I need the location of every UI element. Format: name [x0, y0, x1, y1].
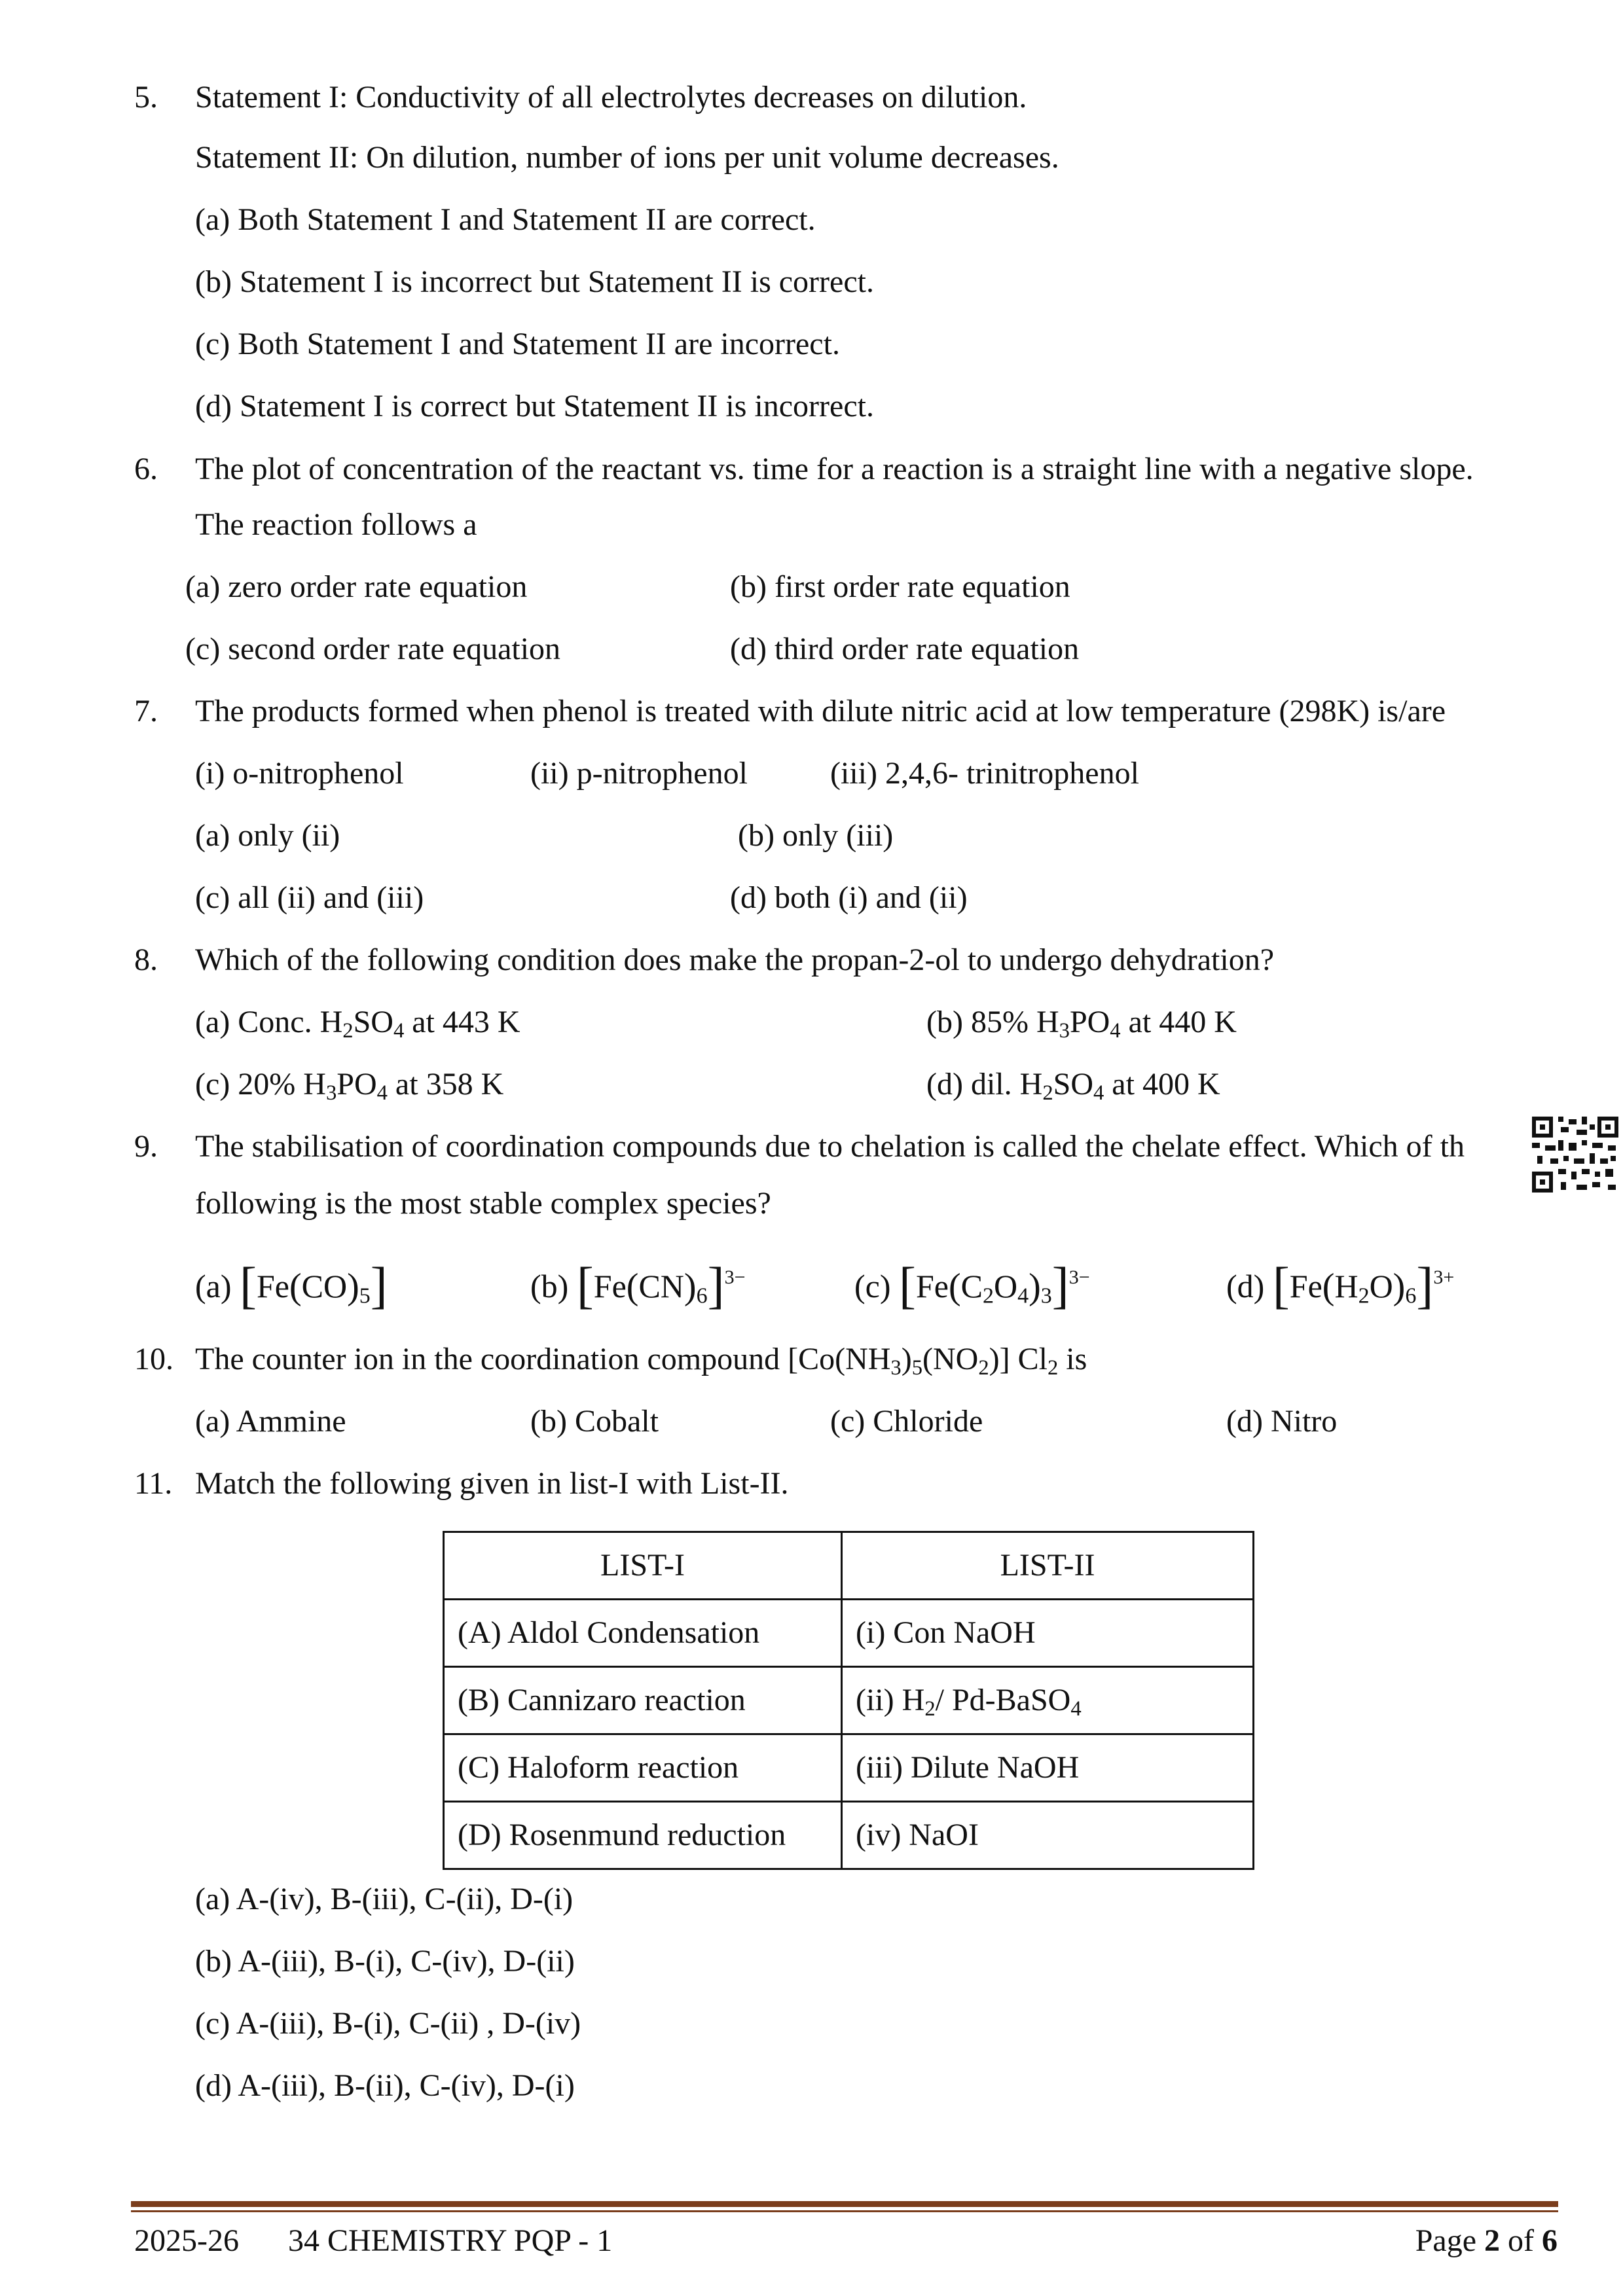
- question-9-option-d: (d) $[Fe(H_2O)_6]^{3+}$: [1226, 1257, 1455, 1314]
- question-5-statement-1: Statement I: Conductivity of all electrolytes decreases on dilution.: [195, 80, 1027, 115]
- table-cell-list-2: (iv) NaOI: [842, 1802, 1254, 1869]
- question-11-number: 11.: [134, 1466, 173, 1501]
- footer-paper-code: 34 CHEMISTRY PQP - 1: [288, 2223, 613, 2258]
- question-10-number: 10.: [134, 1342, 173, 1376]
- question-9-text-continued: following is the most stable complex species?: [195, 1186, 771, 1221]
- page-number: Page 2 of 6: [1415, 2223, 1558, 2258]
- question-10-option-c: (c) Chloride: [830, 1404, 983, 1439]
- question-7-option-a: (a) only (ii): [195, 818, 340, 853]
- question-9-option-a: (a) $[Fe(CO)_5]$: [195, 1257, 388, 1314]
- question-7-option-b: (b) only (iii): [738, 818, 894, 853]
- question-10-option-b: (b) Cobalt: [530, 1404, 659, 1439]
- question-7-text: The products formed when phenol is treated with dilute nitric acid at low temperature (298K) is/are: [195, 694, 1446, 728]
- question-5-statement-2: Statement II: On dilution, number of ions per unit volume decreases.: [195, 140, 1059, 175]
- table-row: [444, 1600, 1254, 1667]
- table-cell-list-2: (i) Con NaOH: [842, 1600, 1254, 1667]
- question-6-option-c: (c) second order rate equation: [185, 632, 561, 666]
- match-table: [443, 1531, 1254, 1870]
- question-10-option-d: (d) Nitro: [1226, 1404, 1338, 1439]
- footer-rule-thin: [131, 2210, 1558, 2212]
- question-7-option-c: (c) all (ii) and (iii): [195, 880, 424, 915]
- match-table-header-list-2: LIST-II: [842, 1532, 1254, 1600]
- table-cell-list-1: (A) Aldol Condensation: [444, 1600, 842, 1667]
- question-9-text: The stabilisation of coordination compounds due to chelation is called the chelate effect. Which of th: [195, 1129, 1465, 1164]
- question-11-option-d: (d) A-(iii), B-(ii), C-(iv), D-(i): [195, 2068, 575, 2103]
- footer-year: 2025-26: [134, 2223, 239, 2258]
- qr-code-icon: [1532, 1116, 1618, 1193]
- question-8-text: Which of the following condition does make the propan-2-ol to undergo dehydration?: [195, 942, 1275, 977]
- table-cell-list-2: (iii) Dilute NaOH: [842, 1734, 1254, 1802]
- table-cell-list-1: (C) Haloform reaction: [444, 1734, 842, 1802]
- table-row: [444, 1667, 1254, 1734]
- question-11-text: Match the following given in list-I with List-II.: [195, 1466, 789, 1501]
- question-7-item-i: (i) o-nitrophenol: [195, 756, 404, 791]
- question-9-option-c: (c) $[Fe(C_2O_4)_3]^{3-}$: [854, 1257, 1090, 1314]
- table-row: [444, 1734, 1254, 1802]
- question-9-number: 9.: [134, 1129, 158, 1164]
- table-row: [444, 1802, 1254, 1869]
- question-11-option-a: (a) A-(iv), B-(iii), C-(ii), D-(i): [195, 1882, 574, 1916]
- question-6-text: The plot of concentration of the reactant vs. time for a reaction is a straight line with a negative slope.: [195, 452, 1474, 486]
- match-table-header: [444, 1532, 1254, 1600]
- question-8-option-c: (c) 20% $H_3PO_4$ at 358 K: [195, 1067, 504, 1105]
- table-cell-list-2: (ii) $H_2/$ Pd-BaSO$_4$: [842, 1667, 1254, 1734]
- match-table-header-list-1: LIST-I: [444, 1532, 842, 1600]
- question-10-option-a: (a) Ammine: [195, 1404, 346, 1439]
- question-6-option-d: (d) third order rate equation: [730, 632, 1080, 666]
- question-6-number: 6.: [134, 452, 158, 486]
- question-5-number: 5.: [134, 80, 158, 115]
- question-5-option-a: (a) Both Statement I and Statement II are correct.: [195, 202, 816, 237]
- footer-rule-thick: [131, 2201, 1558, 2207]
- question-6-option-b: (b) first order rate equation: [730, 569, 1070, 604]
- question-7-item-ii: (ii) p-nitrophenol: [530, 756, 748, 791]
- question-7-option-d: (d) both (i) and (ii): [730, 880, 968, 915]
- question-6-text-continued: The reaction follows a: [195, 507, 477, 542]
- question-8-number: 8.: [134, 942, 158, 977]
- question-5-option-d: (d) Statement I is correct but Statement II is incorrect.: [195, 389, 874, 423]
- question-9-option-b: (b) $[Fe(CN)_6]^{3-}$: [530, 1257, 746, 1314]
- table-cell-list-1: (D) Rosenmund reduction: [444, 1802, 842, 1869]
- question-6-option-a: (a) zero order rate equation: [185, 569, 528, 604]
- question-8-option-d: (d) dil. $H_2SO_4$ at 400 K: [926, 1067, 1220, 1105]
- question-11-option-c: (c) A-(iii), B-(i), C-(ii) , D-(iv): [195, 2006, 581, 2041]
- question-11-option-b: (b) A-(iii), B-(i), C-(iv), D-(ii): [195, 1944, 575, 1979]
- table-cell-list-1: (B) Cannizaro reaction: [444, 1667, 842, 1734]
- question-7-item-iii: (iii) 2,4,6- trinitrophenol: [830, 756, 1139, 791]
- question-10-text: The counter ion in the coordination compound $[Co(NH_3)_5(NO_2)]$ $Cl_2$ is: [195, 1342, 1087, 1380]
- question-5-option-c: (c) Both Statement I and Statement II are incorrect.: [195, 327, 840, 361]
- question-8-option-b: (b) 85% $H_3PO_4$ at 440 K: [926, 1005, 1237, 1043]
- question-8-option-a: (a) Conc. $H_2SO_4$ at 443 K: [195, 1005, 520, 1043]
- question-5-option-b: (b) Statement I is incorrect but Statement II is correct.: [195, 264, 874, 299]
- question-7-number: 7.: [134, 694, 158, 728]
